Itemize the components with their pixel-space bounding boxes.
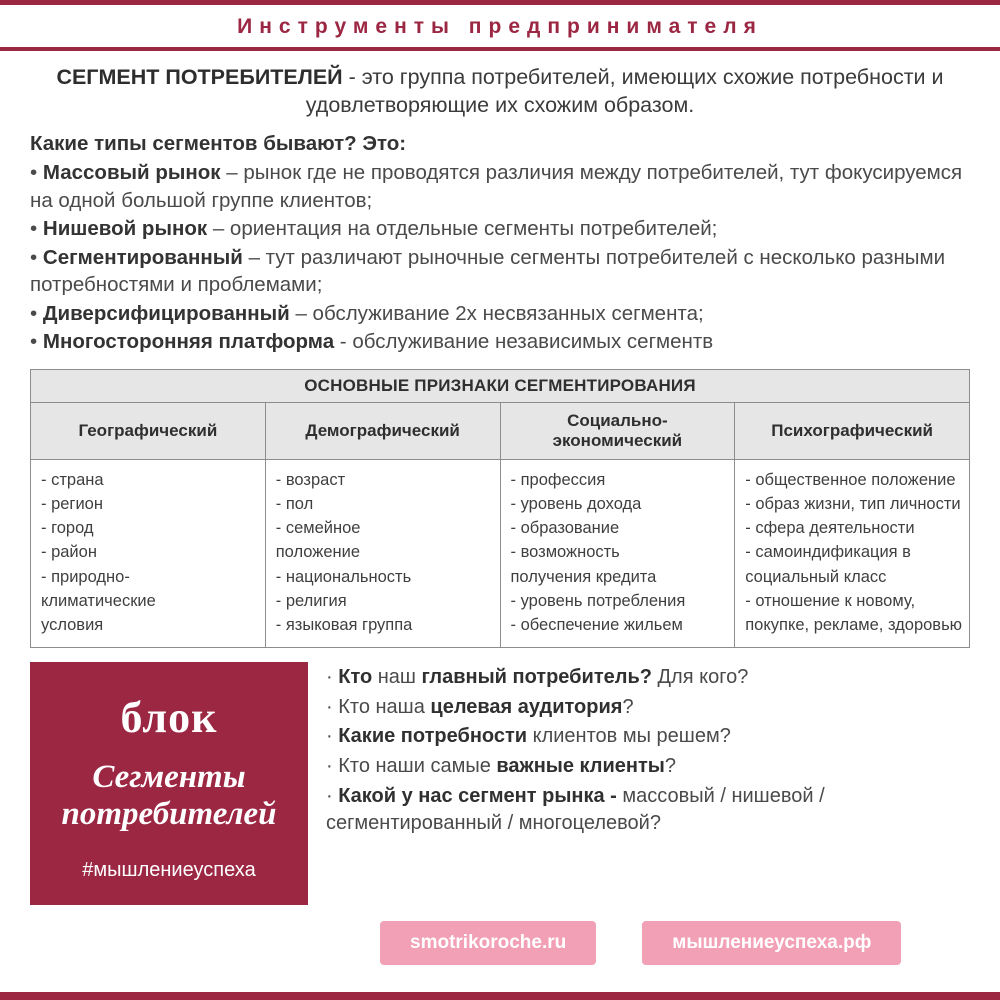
cell-line: - пол [275,494,314,513]
bullet: • [30,217,38,241]
cell-line: - национальность [275,567,412,586]
question-part: Какой у нас сегмент рынка - [338,784,617,807]
table-cell-geographic [31,459,266,648]
question-part: ? [622,695,634,718]
cell-line: положение [275,543,361,562]
bottom-section [0,648,1000,905]
cell-line: покупке, рекламе, здоровью [745,616,963,634]
footer-buttons [0,905,1000,965]
segment-types-question: Какие типы сегментов бывают? Это: [30,131,407,155]
question-part: целевая аудитория [430,695,623,718]
block-card [30,662,308,905]
list-item [30,244,974,299]
cell-line: - страна [41,470,104,489]
cell-line: - возраст [275,470,346,489]
intro-rest: - это группа потребителей, имеющих схожие потребности и удовлетворяющие их схожим образом. [305,65,944,118]
list-item-text: - обслуживание независимых сегментв [334,330,714,354]
segmentation-table [30,369,970,649]
segmentation-table-wrapper [0,357,1000,649]
questions-list [326,662,978,905]
intro-lead: СЕГМЕНТ ПОТРЕБИТЕЛЕЙ [56,65,343,89]
intro-paragraph [0,63,1000,120]
site-button-smotrikoroche[interactable]: smotrikoroche.ru [380,921,596,965]
site-button-mishlenieuspeha[interactable]: мышлениеуспеха.рф [642,921,901,965]
list-item-term: Массовый рынок [42,161,221,185]
bullet: · [326,725,333,748]
question-part: Для кого? [651,666,749,689]
column-header-geographic: Географический [31,402,266,459]
column-header-socioeconomic: Социально-экономический [500,402,735,459]
segment-types-section [0,120,1000,356]
cell-line: - семейное [275,519,361,537]
question-part: ? [664,755,677,778]
cell-line: - образование [510,519,620,537]
cell-line: - общественное положение [745,470,956,489]
block-card-hashtag: #мышлениеуспеха [82,859,256,882]
table-cell-demographic [265,459,500,648]
header-divider [0,47,1000,51]
cell-line: - образ жизни, тип личности [745,494,961,513]
table-body-row [31,459,970,648]
cell-line: - самоиндификация в [745,543,911,562]
bullet: · [326,755,333,778]
bullet: • [30,330,38,354]
list-item [30,328,974,355]
bullet: • [30,245,38,269]
bullet: · [326,666,333,689]
block-card-subtitle-line1: Сегменты [92,759,246,796]
list-item-term: Сегментированный [42,245,243,269]
list-item [30,215,974,242]
question-part: главный потребитель? [421,666,652,689]
bottom-divider [0,992,1000,1000]
list-item-text: – обслуживание 2х несвязанных сегмента; [289,301,704,325]
cell-line: условия [41,616,104,634]
list-item [30,300,974,327]
column-header-psychographic: Психографический [735,402,970,459]
cell-line: - возможность [510,543,620,562]
cell-line: климатические [41,591,156,610]
question-part: клиентов мы решем? [527,725,731,748]
question-item [326,783,978,838]
table-cell-socioeconomic [500,459,735,648]
page-title: Инструменты предпринимателя [237,15,763,38]
cell-line: - город [41,519,94,537]
list-item-term: Многосторонняя платформа [42,330,335,354]
list-item [30,159,974,214]
question-item [326,753,978,781]
cell-line: - уровень потребления [510,591,686,610]
question-part: Какие потребности [338,725,528,748]
question-part: массовый / нишевой / сегментированный / многоцелевой? [326,784,825,835]
column-header-demographic: Демографический [265,402,500,459]
question-item [326,664,978,692]
block-card-subtitle [40,759,298,833]
cell-line: - сфера деятельности [745,519,915,537]
cell-line: - обеспечение жильем [510,616,683,634]
list-item-term: Диверсифицированный [42,301,290,325]
list-item-text: – тут различают рыночные сегменты потребителей с несколько разными потребностями и проблемами; [30,245,946,297]
block-card-word: блок [120,693,218,743]
table-header-row [31,402,970,459]
question-part: Кто наша [338,695,431,718]
cell-line: - языковая группа [275,616,413,634]
cell-line: - отношение к новому, [745,591,916,610]
table-cell-psychographic [735,459,970,648]
cell-line: - уровень дохода [510,494,642,513]
question-part: наш [377,666,422,689]
bullet: · [326,695,333,718]
bullet: · [326,784,333,807]
table-title-row [31,369,970,402]
block-card-subtitle-line2: потребителей [61,796,277,833]
cell-line: - профессия [510,470,606,489]
cell-line: получения кредита [510,567,657,586]
question-part: Кто наши самые [338,755,497,778]
cell-line: - район [41,543,97,562]
question-part: важные клиенты [496,755,665,778]
list-item-text: – рынок где не проводятся различия между потребителей, тут фокусируемся на одной большой группе клиентов; [30,161,963,212]
list-item-text: – ориентация на отдельные сегменты потребителей; [207,217,718,241]
cell-line: социальный класс [745,567,887,586]
cell-line: - регион [41,494,103,513]
list-item-term: Нишевой рынок [42,217,208,241]
bullet: • [30,301,38,325]
bullet: • [30,161,38,185]
question-item [326,694,978,722]
cell-line: - природно- [41,567,130,586]
cell-line: - религия [275,591,347,610]
question-part: Кто [338,666,378,689]
question-item [326,723,978,751]
table-title: ОСНОВНЫЕ ПРИЗНАКИ СЕГМЕНТИРОВАНИЯ [31,369,970,402]
